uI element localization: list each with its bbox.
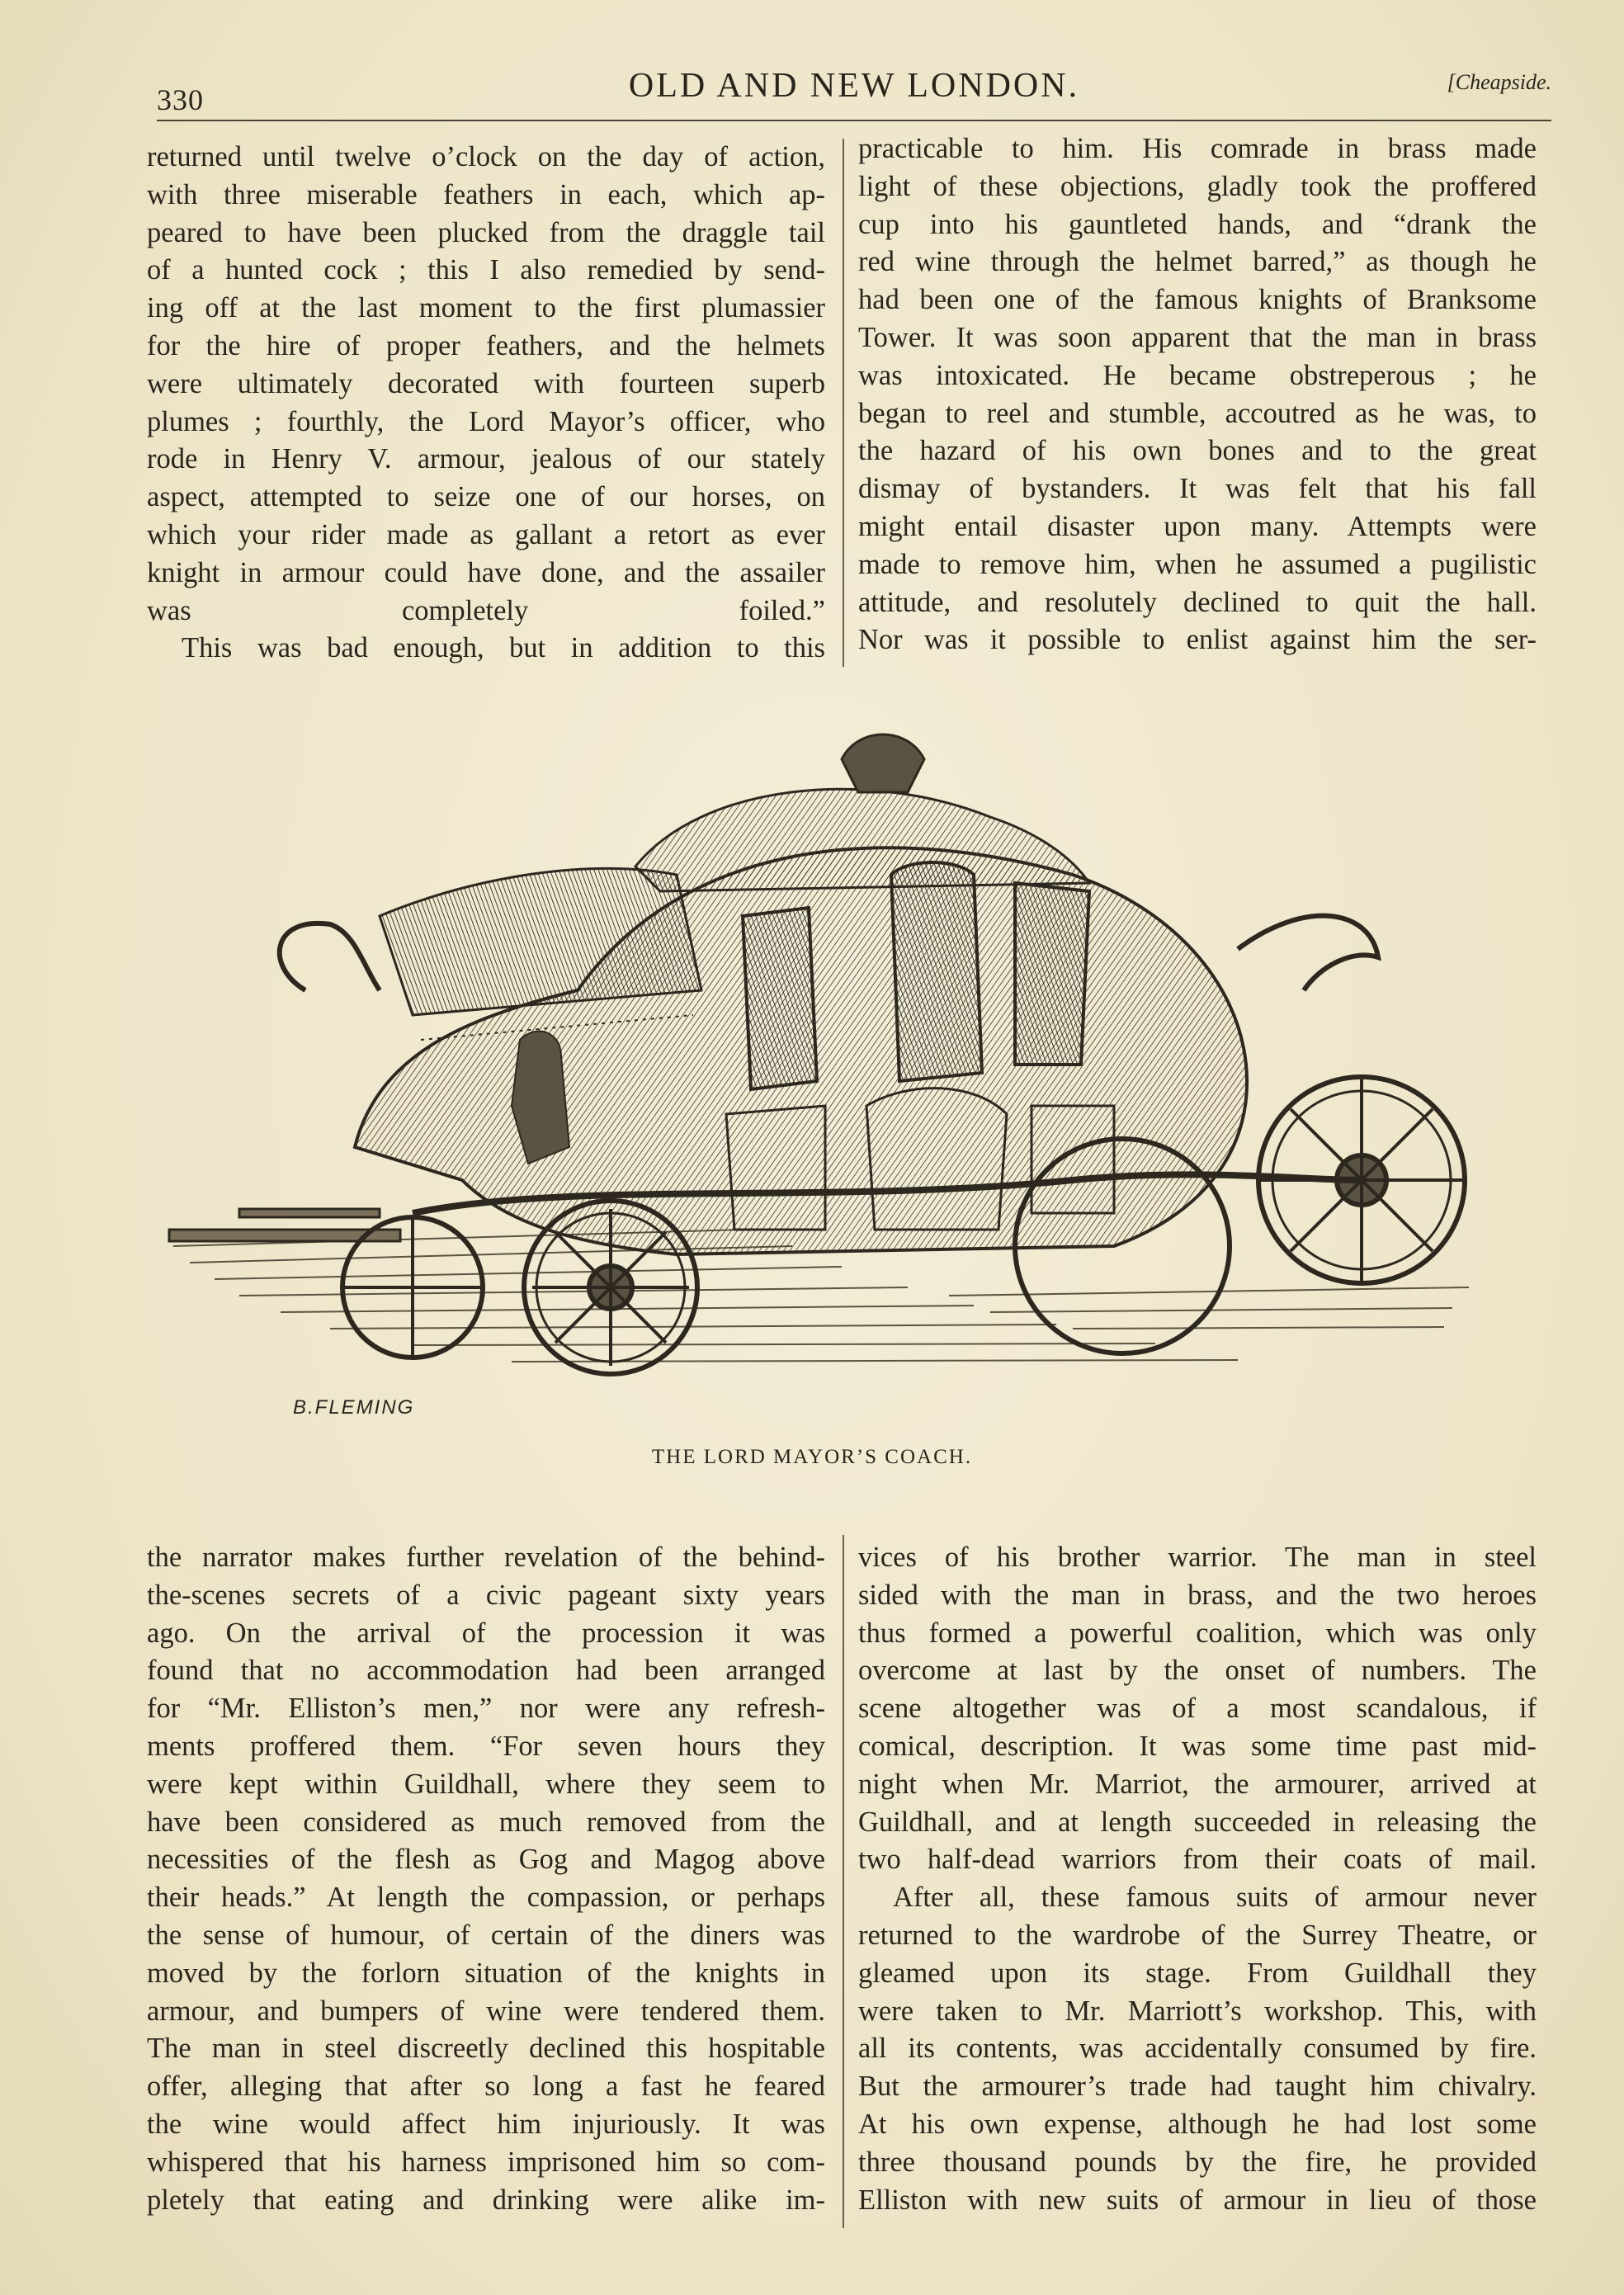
bottom-right-column <box>858 1539 1537 2219</box>
text-line: offer, alleging that after so long a fast he feared <box>147 2071 825 2103</box>
text-line: three thousand pounds by the fire, he provided <box>858 2146 1537 2178</box>
text-line: red wine through the helmet barred,” as though he <box>858 246 1537 278</box>
text-line: scene altogether was of a most scandalous, if <box>858 1693 1537 1725</box>
text-line: night when Mr. Marriot, the armourer, arrived at <box>858 1768 1537 1800</box>
text-line: were taken to Mr. Marriott’s workshop. This, with <box>858 1995 1537 2027</box>
text-line: began to reel and stumble, accoutred as he was, to <box>858 397 1537 429</box>
text-line: were ultimately decorated with fourteen superb <box>147 367 825 399</box>
text-line: was completely foiled.” <box>147 594 825 626</box>
bottom-left-column <box>147 1539 825 2219</box>
text-line: the narrator makes further revelation of the behind- <box>147 1542 825 1573</box>
text-line: cup into his gauntleted hands, and “drank the <box>858 208 1537 240</box>
text-line: have been considered as much removed from the <box>147 1806 825 1838</box>
caption-text: THE LORD MAYOR’S COACH. <box>651 1446 973 1468</box>
text-line: moved by the forlorn situation of the knights in <box>147 1957 825 1989</box>
text-line: thus formed a powerful coalition, which was only <box>858 1617 1537 1649</box>
text-line: which your rider made as gallant a retort as ever <box>147 518 825 550</box>
text-line: attitude, and resolutely declined to quit the hall. <box>858 586 1537 618</box>
text-line: ments proffered them. “For seven hours they <box>147 1730 825 1762</box>
text-line: armour, and bumpers of wine were tendered them. <box>147 1995 825 2027</box>
text-line: returned until twelve o’clock on the day of action, <box>147 141 825 172</box>
text-line: Nor was it possible to enlist against him the ser- <box>858 624 1537 656</box>
top-right-column <box>858 130 1537 659</box>
text-line: Tower. It was soon apparent that the man in brass <box>858 321 1537 353</box>
text-line: returned to the wardrobe of the Surrey Theatre, or <box>858 1919 1537 1951</box>
text-line: for “Mr. Elliston’s men,” nor were any refresh- <box>147 1693 825 1725</box>
lord-mayors-coach-illustration <box>165 718 1485 1436</box>
running-title: OLD AND NEW LONDON. <box>628 67 1080 105</box>
text-line: for the hire of proper feathers, and the helmets <box>147 329 825 361</box>
header-rule <box>157 120 1551 121</box>
text-line: two half-dead warriors from their coats of mail. <box>858 1844 1537 1876</box>
text-line: was intoxicated. He became obstreperous ; he <box>858 359 1537 391</box>
text-line: overcome at last by the onset of numbers. The <box>858 1655 1537 1687</box>
text-line: The man in steel discreetly declined this hospitable <box>147 2033 825 2065</box>
page-header <box>157 58 1551 124</box>
column-divider-top <box>843 139 844 667</box>
text-line: with three miserable feathers in each, which ap- <box>147 178 825 210</box>
text-line: But the armourer’s trade had taught him chivalry. <box>858 2071 1537 2103</box>
column-divider-bottom <box>843 1535 844 2228</box>
text-line: Guildhall, and at length succeeded in releasing the <box>858 1806 1537 1838</box>
paragraph-start-line: This was bad enough, but in addition to this <box>182 632 825 664</box>
text-line: pletely that eating and drinking were alike im- <box>147 2184 825 2216</box>
text-line: peared to have been plucked from the draggle tail <box>147 216 825 248</box>
text-line: After all, these famous suits of armour never <box>893 1882 1537 1914</box>
text-line: light of these objections, gladly took the proffered <box>858 170 1537 202</box>
figure-caption <box>0 1446 1624 1469</box>
section-label: [Cheapside. <box>1447 70 1551 94</box>
text-line: had been one of the famous knights of Branksome <box>858 284 1537 316</box>
text-line: the hazard of his own bones and to the great <box>858 435 1537 467</box>
text-line: aspect, attempted to seize one of our horses, on <box>147 481 825 513</box>
text-line: At his own expense, although he had lost some <box>858 2108 1537 2140</box>
text-line: found that no accommodation had been arranged <box>147 1655 825 1687</box>
text-line: rode in Henry V. armour, jealous of our stately <box>147 443 825 475</box>
text-line: Elliston with new suits of armour in lieu of those <box>858 2184 1537 2216</box>
text-line: sided with the man in brass, and the two heroes <box>858 1579 1537 1611</box>
text-line: the wine would affect him injuriously. It was <box>147 2108 825 2140</box>
text-line: plumes ; fourthly, the Lord Mayor’s officer, who <box>147 405 825 437</box>
text-line: dismay of bystanders. It was felt that his fall <box>858 473 1537 505</box>
text-line: of a hunted cock ; this I also remedied by send- <box>147 254 825 286</box>
text-line: ing off at the last moment to the first plumassier <box>147 292 825 324</box>
text-line: comical, description. It was some time past mid- <box>858 1730 1537 1762</box>
text-line: all its contents, was accidentally consumed by fire. <box>858 2033 1537 2065</box>
top-left-column <box>147 139 825 668</box>
text-line: ago. On the arrival of the procession it was <box>147 1617 825 1649</box>
text-line: practicable to him. His comrade in brass made <box>858 133 1537 164</box>
text-line: their heads.” At length the compassion, or perhaps <box>147 1882 825 1914</box>
text-line: vices of his brother warrior. The man in steel <box>858 1542 1537 1573</box>
text-line: necessities of the flesh as Gog and Magog above <box>147 1844 825 1876</box>
text-line: might entail disaster upon many. Attempts were <box>858 510 1537 542</box>
page-number: 330 <box>157 83 204 116</box>
text-line: whispered that his harness imprisoned him so com- <box>147 2146 825 2178</box>
engraver-signature: B.FLEMING <box>293 1396 415 1419</box>
text-line: were kept within Guildhall, where they seem to <box>147 1768 825 1800</box>
text-line: made to remove him, when he assumed a pugilistic <box>858 548 1537 580</box>
text-line: gleamed upon its stage. From Guildhall they <box>858 1957 1537 1989</box>
text-line: the-scenes secrets of a civic pageant sixty years <box>147 1579 825 1611</box>
text-line: the sense of humour, of certain of the diners was <box>147 1919 825 1951</box>
text-line: knight in armour could have done, and the assailer <box>147 556 825 588</box>
